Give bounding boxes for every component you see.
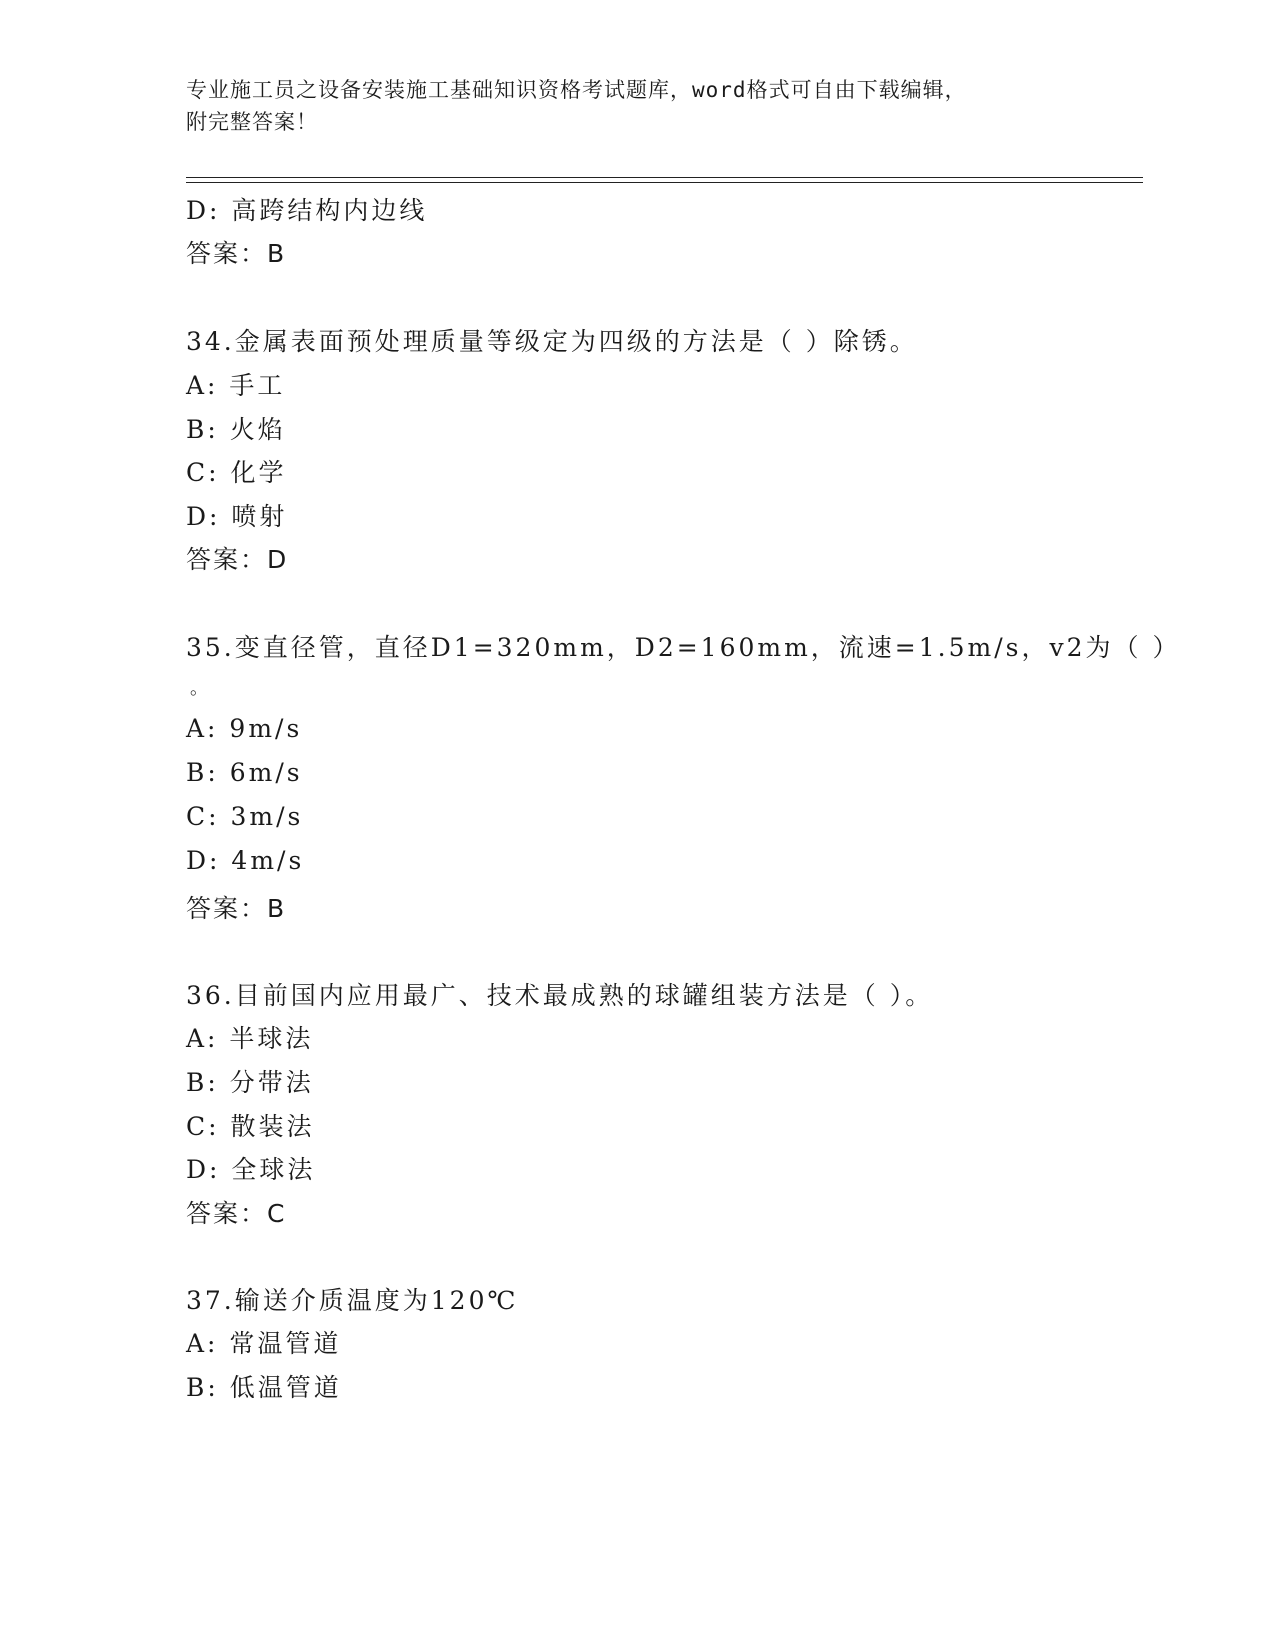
document-header bbox=[186, 74, 1086, 138]
q36-option-a: A: 半球法 bbox=[186, 1024, 314, 1053]
q35-answer: 答案：B bbox=[186, 894, 287, 923]
q36-option-b: B: 分带法 bbox=[186, 1068, 314, 1097]
q36-option-d: D: 全球法 bbox=[186, 1155, 316, 1184]
q35-option-d: D: 4m/s bbox=[186, 846, 305, 875]
prev-option-d: D: 高跨结构内边线 bbox=[186, 196, 428, 225]
header-line-1: 专业施工员之设备安装施工基础知识资格考试题库，word格式可自由下载编辑， bbox=[186, 78, 967, 102]
q35-stem-continuation: 。 bbox=[190, 678, 211, 699]
q34-option-c: C: 化学 bbox=[186, 458, 287, 487]
header-divider-top bbox=[186, 177, 1143, 178]
q37-option-b: B: 低温管道 bbox=[186, 1373, 342, 1402]
q35-option-b: B: 6m/s bbox=[186, 758, 303, 787]
q35-option-a: A: 9m/s bbox=[186, 714, 303, 743]
q36-option-c: C: 散装法 bbox=[186, 1112, 315, 1141]
q34-option-d: D: 喷射 bbox=[186, 502, 288, 531]
prev-answer: 答案：B bbox=[186, 239, 287, 268]
header-divider-bottom bbox=[186, 182, 1143, 183]
header-line-2: 附完整答案！ bbox=[186, 110, 318, 134]
q35-option-c: C: 3m/s bbox=[186, 802, 304, 831]
q37-option-a: A: 常温管道 bbox=[186, 1329, 342, 1358]
q36-answer: 答案：C bbox=[186, 1199, 287, 1228]
q37-stem: 37.输送介质温度为120℃ bbox=[186, 1286, 519, 1315]
q34-stem: 34.金属表面预处理质量等级定为四级的方法是（ ）除锈。 bbox=[186, 327, 918, 356]
q35-stem: 35.变直径管，直径D1=320mm，D2=160mm，流速=1.5m/s，v2为（ ） bbox=[186, 633, 1181, 662]
q34-option-b: B: 火焰 bbox=[186, 415, 286, 444]
q34-answer: 答案：D bbox=[186, 545, 289, 574]
q34-option-a: A: 手工 bbox=[186, 371, 286, 400]
q36-stem: 36.目前国内应用最广、技术最成熟的球罐组装方法是（ ）。 bbox=[186, 981, 934, 1010]
